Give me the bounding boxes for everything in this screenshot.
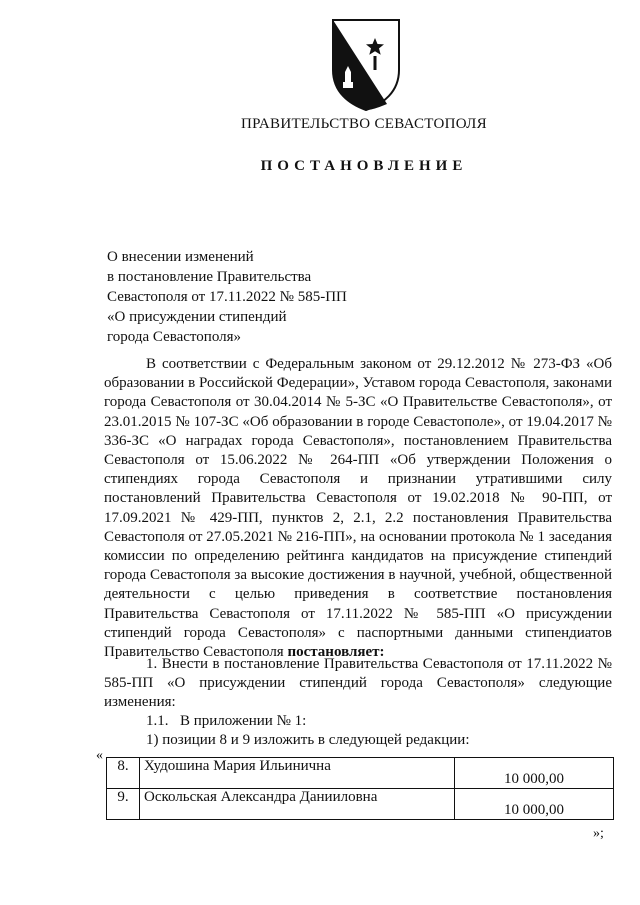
clause-1-1-text: В приложении № 1: bbox=[180, 713, 307, 729]
opening-quote: « bbox=[96, 748, 103, 763]
document-subject bbox=[107, 247, 407, 347]
preamble-text: В соответствии с Федеральным законом от 29.12.2012 № 273-ФЗ «Об образовании в Российской Федерации», Уставом города Севастополя, законами города Севастополя от 30.04.2014 № 5-ЗС «О Правительстве Севастополя», от 23.01.2015 № 107-ЗС «Об образовании в городе Севастополе», от 19.04.2017 № 336-ЗС «О наградах города Севастополя», постановлением Правительства Севастополя от 15.06.2022 № 264-ПП «Об утверждении Положения о стипендиях города Севастополя и признании утратившими силу постановлений Правительства Севастополя от 19.02.2018 № 90-ПП, от 17.09.2021 № 429-ПП, пунктов 2, 2.1, 2.2 постановления Правительства Севастополя от 27.05.2021 № 216-ПП», на основании протокола № 1 заседания комиссии по определению рейтинга кандидатов на присуждение стипендий города Севастополя за высокие достижения в научной, учебной, общественной деятельности с целью приведения в соответствие постановления Правительства Севастополя от 17.11.2022 № 585-ПП «О присуждении стипендий города Севастополя» с паспортными данными стипендиатов Правительство Севастополя bbox=[104, 356, 612, 661]
table-row bbox=[107, 789, 614, 820]
subject-line: «О присуждении стипендий bbox=[107, 309, 287, 325]
recipient-name: Оскольская Александра Данииловна bbox=[140, 789, 455, 820]
positions-table bbox=[106, 757, 614, 820]
preamble-paragraph bbox=[104, 355, 612, 662]
clause-1-1-number: 1.1. bbox=[146, 713, 169, 729]
government-title: ПРАВИТЕЛЬСТВО СЕВАСТОПОЛЯ bbox=[241, 116, 487, 132]
stipend-amount: 10 000,00 bbox=[455, 789, 614, 820]
closing-quote: »; bbox=[593, 826, 604, 841]
clause-1-1 bbox=[146, 713, 306, 730]
resolution-verb: постановляет: bbox=[287, 644, 385, 661]
table-row bbox=[107, 758, 614, 789]
subject-line: О внесении изменений bbox=[107, 249, 254, 265]
clause-1-2: 1) позиции 8 и 9 изложить в следующей редакции: bbox=[146, 732, 470, 748]
position-number: 8. bbox=[107, 758, 140, 789]
stipend-amount: 10 000,00 bbox=[455, 758, 614, 789]
sevastopol-coat-of-arms-icon bbox=[329, 18, 403, 111]
document-type: ПОСТАНОВЛЕНИЕ bbox=[260, 158, 468, 174]
recipient-name: Худошина Мария Ильинична bbox=[140, 758, 455, 789]
clause-1: 1. Внести в постановление Правительства Севастополя от 17.11.2022 № 585-ПП «О присуждении стипендий города Севастополя» следующие изменения: bbox=[104, 656, 612, 710]
position-number: 9. bbox=[107, 789, 140, 820]
subject-line: города Севастополя» bbox=[107, 329, 242, 345]
subject-line: в постановление Правительства bbox=[107, 269, 312, 285]
subject-line: Севастополя от 17.11.2022 № 585-ПП bbox=[107, 289, 347, 305]
